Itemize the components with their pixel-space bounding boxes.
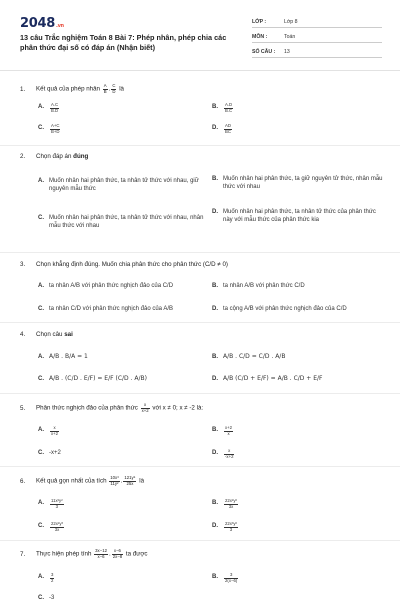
option-5d[interactable]: D. x -x+2 — [212, 448, 234, 459]
question-5 — [20, 403, 385, 413]
question-6 — [20, 476, 385, 486]
option-1a[interactable]: A. A.C B.D — [38, 102, 59, 113]
document-meta — [252, 14, 382, 59]
option-3d[interactable]: D. ta cộng A/B với phân thức nghịch đảo của C/D — [212, 306, 347, 312]
option-2d[interactable]: D. Muốn nhân hai phân thức, ta nhân tử thức của phân thức này với mẫu thức của phân thức kia — [212, 209, 376, 223]
option-6d[interactable]: D. 22x³y² 3 — [212, 521, 237, 532]
count-value: 13 — [284, 49, 290, 55]
question-4 — [20, 331, 385, 339]
option-6b[interactable]: B. 22x²y² 3x — [212, 498, 237, 509]
site-logo[interactable]: 2048.vn — [20, 16, 64, 31]
question-text: 5. Phân thức nghịch đảo của phân thức $\frac{x}{x+2}$ với x ≠ 0; x ≠ -2 là: — [20, 402, 204, 413]
option-2b[interactable]: B. Muốn nhân hai phân thức, ta giữ nguyên tử thức, nhân mẫu thức với nhau — [212, 176, 383, 190]
question-3 — [20, 261, 385, 269]
question-text: 6. Kết quả gọn nhất của tích $\frac{\text{10x³}}{\text{11y²}}$ . $\frac{\text{121y⁵}}{25x}$ là — [20, 475, 145, 486]
question-separator — [0, 145, 400, 146]
option-4c[interactable]: C. A/B . (C/D . E/F) = E/F (C/D . A/B) — [38, 375, 147, 382]
question-text: 7. Thực hiện phép tính $\frac{3x-12}{x-6}$ . $\frac{x-6}{2x-8}$ ta được — [20, 548, 148, 559]
option-6c[interactable]: C. 22x²y³ 3x — [38, 521, 63, 532]
option-4d[interactable]: D. A/B (C/D + E/F) = A/B . C/D + E/F — [212, 375, 323, 382]
option-2c[interactable]: C. Muốn nhân hai phân thức, ta nhân tử thức với nhau, nhân mẫu thức với nhau — [38, 215, 204, 229]
option-3c[interactable]: C. ta nhân C/D với phân thức nghịch đảo của A/B — [38, 306, 174, 312]
header-divider — [0, 70, 400, 71]
count-label: SỐ CÂU : — [252, 49, 276, 55]
question-2 — [20, 153, 385, 161]
option-1c[interactable]: C. A+C B+D — [38, 123, 60, 134]
subject-label: MÔN : — [252, 34, 268, 40]
question-separator — [0, 322, 400, 323]
question-text: 1. Kết quả của phép nhân $\frac{A}{B}$ . $\frac{C}{D}$ là — [20, 83, 125, 94]
option-7a[interactable]: A. 3 2 — [38, 572, 54, 583]
option-3a[interactable]: A. ta nhân A/B với phân thức nghịch đảo của C/D — [38, 283, 174, 289]
page-header — [0, 0, 400, 66]
question-separator — [0, 540, 400, 541]
option-6a[interactable]: A. 11x²y² 3 — [38, 498, 63, 509]
question-text: 3. Chọn khẳng định đúng. Muốn chia phân thức cho phân thức (C/D ≠ 0) — [20, 261, 228, 268]
question-1 — [20, 84, 385, 94]
option-3b[interactable]: B. ta nhân A/B với phân thức C/D — [212, 283, 305, 289]
option-1b[interactable]: B. A.D B.C — [212, 102, 233, 113]
subject-value: Toán — [284, 34, 296, 40]
option-2a[interactable]: A. Muốn nhân hai phân thức, ta nhân tử thức với nhau, giữ nguyên mẫu thức — [38, 178, 199, 192]
document-title: 13 câu Trắc nghiệm Toán 8 Bài 7: Phép nhân, phép chia các phân thức đại số có đáp án (Nhận biết) — [20, 33, 227, 52]
question-separator — [0, 252, 400, 253]
option-5a[interactable]: A. x x+2 — [38, 425, 59, 436]
question-text: 4. Chọn câu sai — [20, 331, 73, 338]
class-value: Lớp 8 — [284, 19, 298, 25]
option-7c[interactable]: C. -3 — [38, 595, 55, 600]
option-7b[interactable]: B. 3 2(x−6) — [212, 572, 238, 583]
option-1d[interactable]: D. AD BC — [212, 123, 231, 134]
option-5b[interactable]: B. x+2 x — [212, 425, 233, 436]
question-separator — [0, 393, 400, 394]
class-label: LỚP : — [252, 19, 267, 25]
option-4b[interactable]: B. A/B . C/D = C/D . A/B — [212, 353, 286, 360]
option-4a[interactable]: A. A/B . B/A = 1 — [38, 353, 88, 360]
option-5c[interactable]: C. -x+2 — [38, 450, 61, 456]
question-separator — [0, 466, 400, 467]
question-7 — [20, 549, 385, 559]
question-text: 2. Chọn đáp án đúng — [20, 153, 89, 160]
